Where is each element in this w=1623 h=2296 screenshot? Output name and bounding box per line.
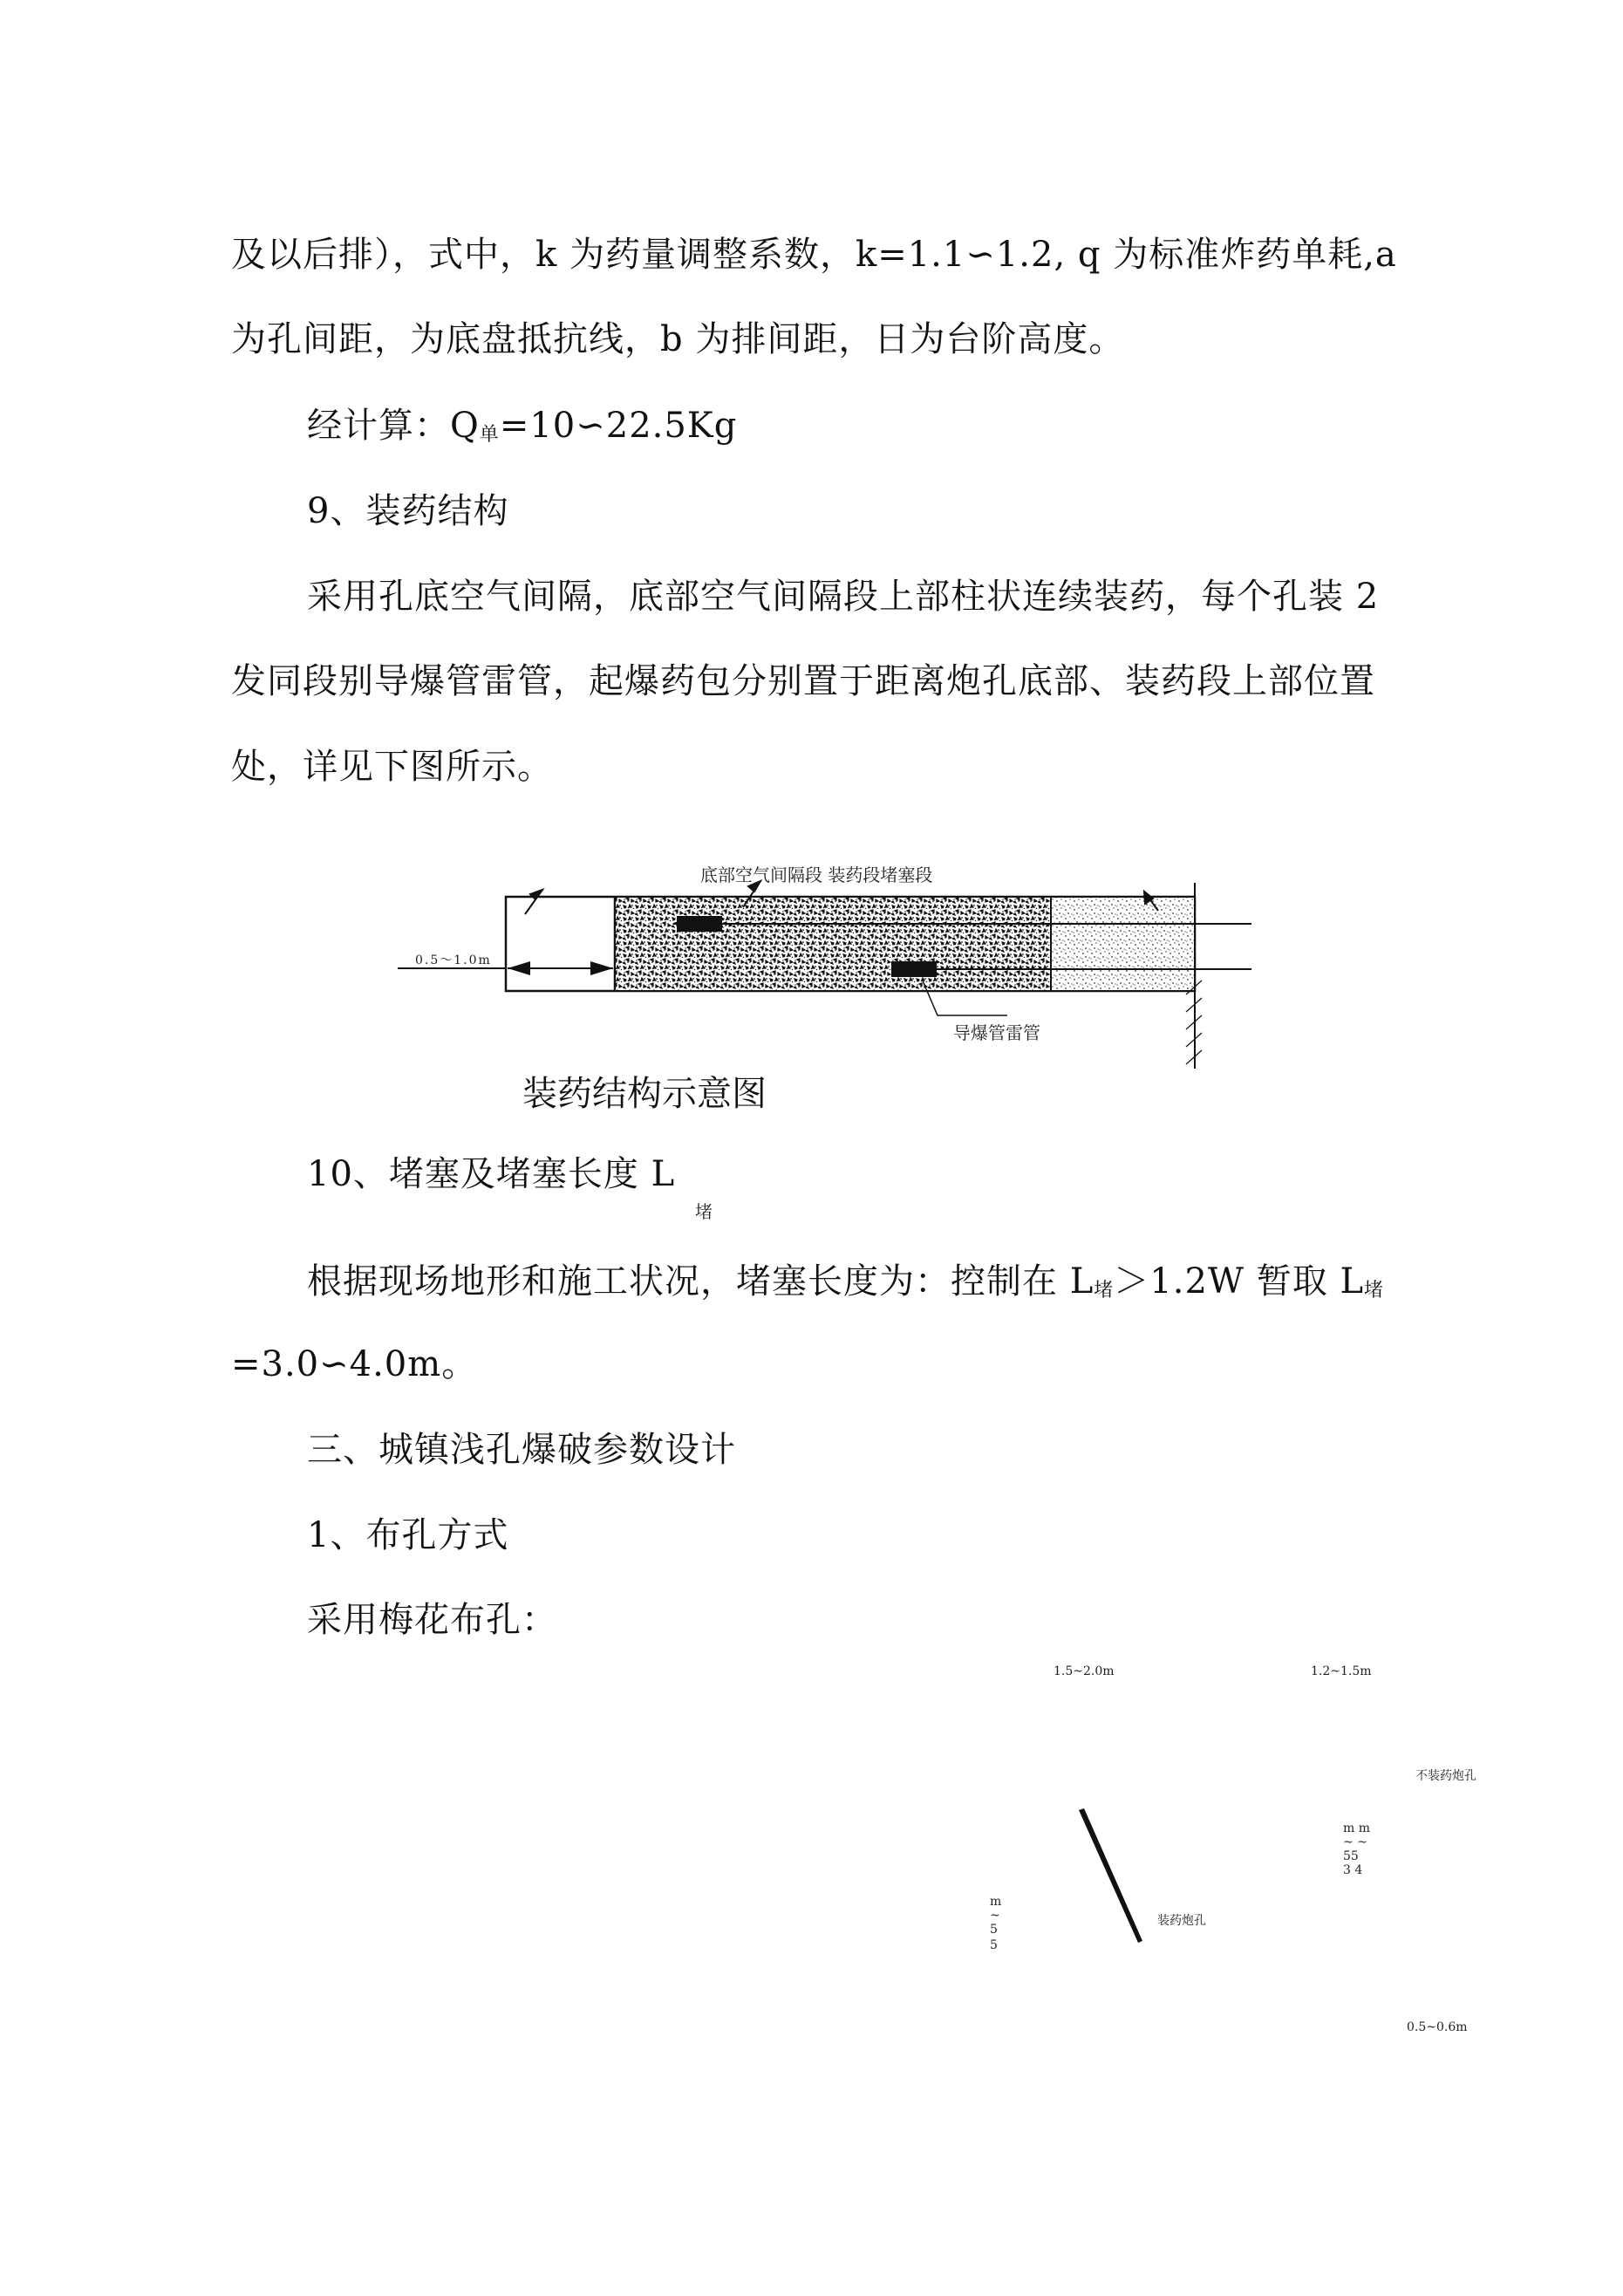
heading-10: 10、堵塞及堵塞长度 L bbox=[307, 1154, 676, 1194]
stemming-text-a: 根据现场地形和施工状况，堵塞长度为：控制在 L bbox=[307, 1261, 1095, 1302]
detonator-label: 导爆管雷管 bbox=[953, 1022, 1040, 1043]
paragraph-9: 采用梅花布孔： bbox=[307, 1600, 557, 1640]
dimension-label: 0.5～1.0m bbox=[415, 953, 492, 967]
spacing-label-b: 1.2~1.5m bbox=[1311, 1664, 1372, 1678]
paragraph-2: 为孔间距，为底盘抵抗线，b 为排间距，日为台阶高度。 bbox=[231, 319, 1125, 359]
paragraph-6: 处，详见下图所示。 bbox=[231, 747, 553, 787]
vertical-label-d3: 55 bbox=[1343, 1849, 1359, 1863]
vertical-label-d4: 3 4 bbox=[1343, 1863, 1363, 1877]
vertical-label-e4: 5 bbox=[990, 1938, 998, 1952]
paragraph-5: 发同段别导爆管雷管，起爆药包分别置于距离炮孔底部、装药段上部位置 bbox=[231, 661, 1375, 701]
stemming-text-b: ＞1.2W 暂取 L bbox=[1114, 1261, 1365, 1302]
heading-10-subscript: 堵 bbox=[695, 1201, 713, 1222]
section-labels: 底部空气间隔段 装药段堵塞段 bbox=[700, 864, 933, 885]
uncharged-hole-label: 不装药炮孔 bbox=[1415, 1769, 1476, 1783]
calc-subscript: 单 bbox=[479, 424, 500, 446]
paragraph-1: 及以后排），式中，k 为药量调整系数，k=1.1∽1.2, q 为标准炸药单耗,a bbox=[231, 235, 1397, 275]
vertical-label-e3: 5 bbox=[990, 1923, 998, 1937]
stemming-sub-1: 堵 bbox=[1094, 1280, 1115, 1302]
paragraph-8: =3.0∽4.0m。 bbox=[231, 1344, 478, 1384]
heading-section-3: 三、城镇浅孔爆破参数设计 bbox=[307, 1430, 736, 1470]
calc-prefix: 经计算：Q bbox=[307, 406, 480, 446]
heading-9: 9、装药结构 bbox=[307, 491, 509, 531]
spacing-label-g: 0.5~0.6m bbox=[1407, 2020, 1468, 2034]
charged-hole-label: 装药炮孔 bbox=[1157, 1914, 1206, 1928]
paragraph-4: 采用孔底空气间隔，底部空气间隔段上部柱状连续装药，每个孔装 2 bbox=[307, 577, 1380, 617]
vertical-label-e2: ~ bbox=[990, 1909, 1000, 1923]
figure-caption: 装药结构示意图 bbox=[522, 1074, 767, 1114]
vertical-label-d1: m m bbox=[1343, 1821, 1371, 1835]
vertical-label-d2: ~ ~ bbox=[1343, 1835, 1367, 1849]
heading-1: 1、布孔方式 bbox=[307, 1515, 509, 1555]
calc-suffix: =10∽22.5Kg bbox=[499, 406, 738, 446]
stemming-sub-2: 堵 bbox=[1364, 1280, 1385, 1302]
vertical-label-e1: m bbox=[990, 1895, 1002, 1909]
spacing-label-a: 1.5~2.0m bbox=[1054, 1664, 1115, 1678]
